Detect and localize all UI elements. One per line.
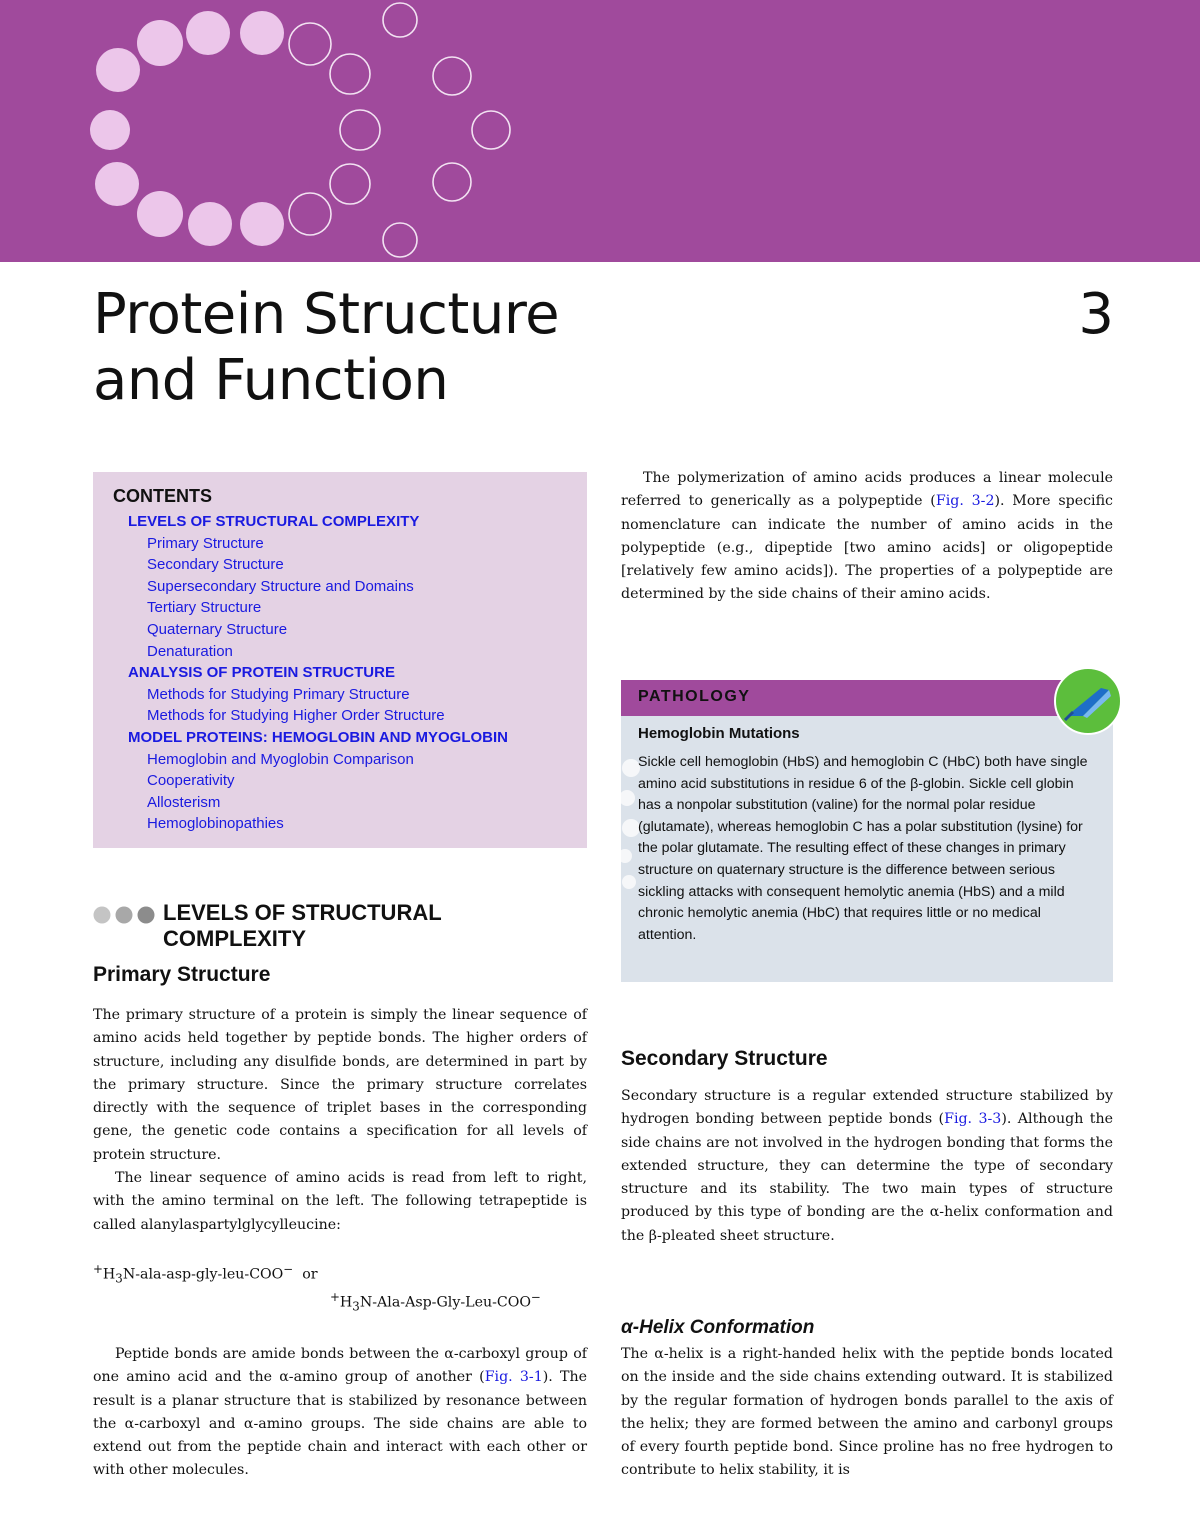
polymerization-paragraph (621, 467, 1113, 607)
formula1-h: H (102, 1266, 116, 1283)
peptide-bonds-text-a: Peptide bonds are amide bonds between the α-carboxyl group of one amino acid and the α-amino group of another ( (93, 1346, 587, 1386)
formula2-subscript: 3 (352, 1299, 360, 1314)
section-heading-line2: COMPLEXITY (163, 926, 307, 951)
toc-item-methods-higher[interactable]: Methods for Studying Higher Order Structure (147, 707, 445, 725)
toc-item-allosterism[interactable]: Allosterism (147, 793, 221, 811)
toc-item-primary-structure[interactable]: Primary Structure (147, 534, 264, 552)
pathology-header (621, 680, 1113, 716)
formula1-anion: − (283, 1262, 294, 1276)
peptide-bonds-paragraph (93, 1343, 587, 1483)
toc-item-supersecondary-structure[interactable]: Supersecondary Structure and Domains (147, 577, 414, 595)
formula1-subscript: 3 (115, 1271, 123, 1286)
chapter-banner (0, 0, 1200, 262)
pathology-label: PATHOLOGY (638, 688, 751, 705)
toc-item-hemoglobin-myoglobin[interactable]: Hemoglobin and Myoglobin Comparison (147, 750, 414, 768)
secondary-text-a: Secondary structure is a regular extended structure stabilized by hydrogen bonding between peptide bonds ( (621, 1088, 1113, 1128)
toc-section-analysis[interactable]: ANALYSIS OF PROTEIN STRUCTURE (128, 664, 395, 682)
formula2-anion: − (531, 1290, 541, 1304)
section-heading-line1: LEVELS OF STRUCTURAL (163, 900, 442, 925)
alpha-helix-paragraph: The α-helix is a right-handed helix with the peptide bonds located on the inside and the side chains extending outward. It is stabilized by the regular formation of hydrogen bonds parallel to the axis of the helix; they are formed between the amino and carbonyl groups of every fourth peptide bond. Since proline has no free hydrogen to contribute to helix stability, it is (621, 1346, 1113, 1479)
peptide-bonds-text-b: ). The result is a planar structure that is stabilized by resonance between the α-carboxyl and α-amino groups. The side chains are able to extend out from the peptide chain and interact with each other or with other molecules. (93, 1369, 587, 1479)
secondary-structure-heading: Secondary Structure (621, 1047, 828, 1070)
formula-lowercase (93, 1262, 318, 1286)
chapter-title-line1: Protein Structure (93, 282, 560, 347)
section-heading (163, 900, 563, 952)
formula2-h: H (339, 1294, 353, 1311)
formula2-charge: + (330, 1290, 340, 1304)
chapter-title (93, 282, 559, 414)
formula2-chain: N-Ala-Asp-Gly-Leu-COO (359, 1294, 532, 1311)
primary-paragraph-2: The linear sequence of amino acids is read from left to right, with the amino terminal on the left. The following tetrapeptide is called alanylaspartylglycylleucine: (93, 1170, 587, 1233)
polymerization-text-b: ). More specific nomenclature can indicate the number of amino acids in the polypeptide (e.g., dipeptide [two amino acids] or oligopeptide [relatively few amino acids]). The properties of a polypeptide are determined by the side chains of their amino acids. (621, 493, 1113, 603)
primary-paragraph-1: The primary structure of a protein is simply the linear sequence of amino acids held together by peptide bonds. The higher orders of structure, including any disulfide bonds, are determined in part by the primary structure. Since the primary structure correlates directly with the sequence of triplet bases in the corresponding gene, the genetic code contains a specification for all levels of protein structure. (93, 1007, 587, 1163)
toc-item-methods-primary[interactable]: Methods for Studying Primary Structure (147, 685, 410, 703)
three-dots-icon (93, 906, 157, 926)
polymerization-text-a: The polymerization of amino acids produces a linear molecule referred to generically as a polypeptide ( (621, 470, 1113, 510)
pathology-body: Sickle cell hemoglobin (HbS) and hemoglobin C (HbC) both have single amino acid substitutions in residue 6 of the β-globin. Sickle cell globin has a nonpolar substitution (valine) for the normal polar residue (glutamate), whereas hemoglobin C has a polar substitution (lysine) for the polar glutamate. The resulting effect of these changes in primary structure on quaternary structure is the difference between serious sickling attacks with consequent hemolytic anemia (HbS) and a mild chronic hemolytic anemia (HbC) that requires little or no medical attention. (638, 754, 1088, 943)
contents-heading: CONTENTS (113, 486, 212, 506)
toc-item-secondary-structure[interactable]: Secondary Structure (147, 556, 284, 574)
fig-3-3-link[interactable]: Fig. 3-3 (944, 1111, 1002, 1128)
pathology-title: Hemoglobin Mutations (638, 725, 800, 742)
contents-box (93, 472, 587, 848)
secondary-paragraph (621, 1085, 1113, 1248)
toc-section-levels[interactable]: LEVELS OF STRUCTURAL COMPLEXITY (128, 513, 420, 530)
toc-item-cooperativity[interactable]: Cooperativity (147, 772, 235, 790)
toc-item-denaturation[interactable]: Denaturation (147, 642, 233, 660)
fig-3-2-link[interactable]: Fig. 3-2 (935, 493, 995, 510)
formula1-chain: N-ala-asp-gly-leu-COO (122, 1266, 284, 1283)
primary-structure-heading: Primary Structure (93, 963, 271, 986)
formula-capitalized (330, 1290, 541, 1314)
fig-3-1-link[interactable]: Fig. 3-1 (484, 1369, 543, 1386)
decorative-circles-icon (0, 0, 1200, 262)
alpha-helix-heading: α-Helix Conformation (621, 1317, 815, 1338)
formula-or: or (302, 1266, 318, 1283)
secondary-text-b: ). Although the side chains are not involved in the hydrogen bonding that forms the extended structure, they can determine the type of secondary structure and its stability. The two main types of structure produced by this type of bonding are the α-helix conformation and the β-pleated sheet structure. (621, 1111, 1113, 1244)
chapter-number: 3 (1078, 282, 1114, 347)
formula1-charge: + (93, 1262, 103, 1276)
pathology-box (621, 680, 1113, 982)
toc-item-quaternary-structure[interactable]: Quaternary Structure (147, 620, 288, 638)
chapter-title-line2: and Function (93, 348, 449, 413)
toc-section-model-proteins[interactable]: MODEL PROTEINS: HEMOGLOBIN AND MYOGLOBIN (128, 728, 509, 746)
scalpel-icon (1053, 666, 1123, 736)
toc-item-hemoglobinopathies[interactable]: Hemoglobinopathies (147, 815, 284, 833)
toc-item-tertiary-structure[interactable]: Tertiary Structure (147, 599, 262, 617)
